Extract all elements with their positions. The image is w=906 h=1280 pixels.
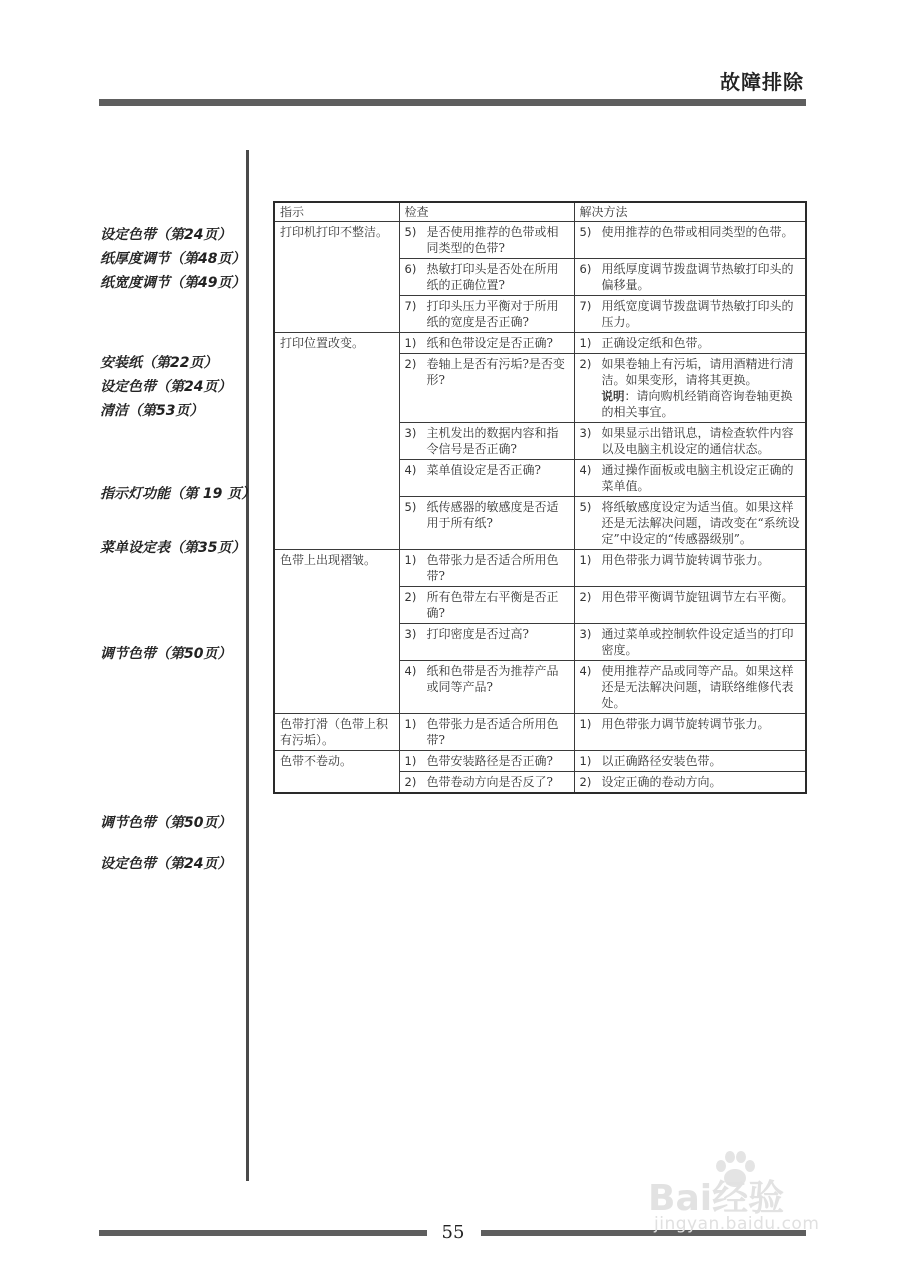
solution-cell — [574, 661, 806, 714]
check-cell — [399, 714, 574, 751]
check-cell-number: 5) — [404, 500, 417, 514]
side-ref: 安装纸（第22页） — [100, 355, 218, 371]
check-cell — [399, 333, 574, 354]
solution-cell — [574, 296, 806, 333]
solution-cell-text: 用纸厚度调节拨盘调节热敏打印头的偏移量。 — [601, 262, 794, 292]
solution-cell-text: 以正确路径安装色带。 — [601, 754, 722, 768]
check-cell-number: 2) — [404, 590, 417, 604]
check-cell-text: 主机发出的数据内容和指令信号是否正确? — [426, 426, 559, 456]
solution-cell-text: 通过操作面板或电脑主机设定正确的菜单值。 — [601, 463, 794, 493]
side-ref: 清洁（第53页） — [100, 403, 204, 419]
check-cell-number: 5) — [404, 225, 417, 239]
check-cell-number: 2) — [404, 357, 417, 371]
solution-cell-number: 1) — [579, 754, 592, 768]
side-ref: 指示灯功能（第 19 页） — [100, 486, 256, 502]
indication-cell: 打印机打印不整洁。 — [274, 222, 399, 333]
solution-cell — [574, 624, 806, 661]
solution-cell-text: 用纸宽度调节拨盘调节热敏打印头的压力。 — [601, 299, 794, 329]
check-cell-number: 3) — [404, 426, 417, 440]
check-cell-text: 色带安装路径是否正确? — [426, 754, 553, 768]
solution-cell-text: 用色带平衡调节旋钮调节左右平衡。 — [601, 590, 794, 604]
solution-cell-number: 1) — [579, 336, 592, 350]
solution-cell-text: 如果显示出错讯息，请检查软件内容以及电脑主机设定的通信状态。 — [601, 426, 794, 456]
table-row — [274, 333, 806, 354]
solution-cell-number: 3) — [579, 627, 592, 641]
solution-cell-number: 7) — [579, 299, 592, 313]
solution-cell-text: 通过菜单或控制软件设定适当的打印密度。 — [601, 627, 794, 657]
check-cell — [399, 354, 574, 423]
check-cell-number: 6) — [404, 262, 417, 276]
solution-cell — [574, 259, 806, 296]
solution-cell — [574, 333, 806, 354]
check-cell-number: 2) — [404, 775, 417, 789]
check-cell — [399, 772, 574, 794]
header-solution: 解决方法 — [574, 202, 806, 222]
check-cell — [399, 423, 574, 460]
check-cell-number: 1) — [404, 754, 417, 768]
troubleshooting-table — [273, 201, 807, 794]
solution-cell-text: 将纸敏感度设定为适当值。如果这样还是无法解决问题，请改变在“系统设定”中设定的“传感器级别”。 — [601, 500, 800, 546]
side-ref: 设定色带（第24页） — [100, 856, 232, 872]
check-cell-text: 色带张力是否适合所用色带? — [426, 717, 559, 747]
table-row — [274, 714, 806, 751]
indication-cell: 色带上出现褶皱。 — [274, 550, 399, 714]
solution-cell-number: 1) — [579, 553, 592, 567]
check-cell-number: 3) — [404, 627, 417, 641]
solution-cell-number: 5) — [579, 225, 592, 239]
solution-cell-text: 使用推荐产品或同等产品。如果这样还是无法解决问题，请联络维修代表处。 — [601, 664, 794, 710]
side-ref: 纸宽度调节（第49页） — [100, 275, 246, 291]
page-number: 55 — [441, 1222, 465, 1243]
check-cell — [399, 751, 574, 772]
header-indication: 指示 — [274, 202, 399, 222]
check-cell-number: 1) — [404, 717, 417, 731]
check-cell-text: 纸和色带是否为推荐产品或同等产品? — [426, 664, 559, 694]
side-ref: 设定色带（第24页） — [100, 227, 232, 243]
solution-cell-text: 正确设定纸和色带。 — [601, 336, 710, 350]
side-ref: 调节色带（第50页） — [100, 646, 232, 662]
solution-cell — [574, 714, 806, 751]
side-ref: 纸厚度调节（第48页） — [100, 251, 246, 267]
check-cell-number: 4) — [404, 463, 417, 477]
check-cell — [399, 587, 574, 624]
margin-divider — [246, 150, 249, 1181]
footer-rule-left — [99, 1230, 427, 1236]
table-header-row — [274, 202, 806, 222]
check-cell — [399, 624, 574, 661]
check-cell-text: 纸传感器的敏感度是否适用于所有纸? — [426, 500, 559, 530]
solution-cell — [574, 460, 806, 497]
solution-cell — [574, 751, 806, 772]
solution-cell-number: 3) — [579, 426, 592, 440]
solution-cell — [574, 222, 806, 259]
note — [602, 388, 801, 420]
check-cell — [399, 296, 574, 333]
table-row — [274, 550, 806, 587]
check-cell-number: 7) — [404, 299, 417, 313]
check-cell-text: 卷轴上是否有污垢?是否变形? — [426, 357, 565, 387]
solution-cell — [574, 550, 806, 587]
check-cell-text: 色带张力是否适合所用色带? — [426, 553, 559, 583]
solution-cell-number: 2) — [579, 357, 592, 371]
solution-cell-number: 1) — [579, 717, 592, 731]
check-cell — [399, 460, 574, 497]
header-rule — [99, 99, 806, 106]
solution-cell-number: 5) — [579, 500, 592, 514]
indication-cell: 色带打滑（色带上积有污垢）。 — [274, 714, 399, 751]
check-cell — [399, 550, 574, 587]
solution-cell-number: 2) — [579, 775, 592, 789]
solution-cell — [574, 423, 806, 460]
solution-cell — [574, 354, 806, 423]
solution-cell-number: 4) — [579, 463, 592, 477]
watermark-url: jingyan.baidu.com — [654, 1214, 820, 1234]
solution-cell-number: 4) — [579, 664, 592, 678]
check-cell-text: 菜单值设定是否正确? — [426, 463, 541, 477]
solution-cell-text: 使用推荐的色带或相同类型的色带。 — [601, 225, 794, 239]
check-cell-text: 热敏打印头是否处在所用纸的正确位置? — [426, 262, 559, 292]
indication-cell: 色带不卷动。 — [274, 751, 399, 794]
check-cell — [399, 661, 574, 714]
solution-cell-text: 如果卷轴上有污垢，请用酒精进行清洁。如果变形，请将其更换。 — [601, 357, 794, 387]
solution-cell-text: 设定正确的卷动方向。 — [601, 775, 722, 789]
check-cell — [399, 222, 574, 259]
solution-cell — [574, 772, 806, 794]
solution-cell-number: 6) — [579, 262, 592, 276]
solution-cell-text: 用色带张力调节旋转调节张力。 — [601, 553, 770, 567]
solution-cell-text: 用色带张力调节旋转调节张力。 — [601, 717, 770, 731]
check-cell-number: 1) — [404, 553, 417, 567]
side-ref: 调节色带（第50页） — [100, 815, 232, 831]
note-text: ：请向购机经销商咨询卷轴更换的相关事宜。 — [601, 389, 793, 419]
header-check: 检查 — [399, 202, 574, 222]
note-label: 说明 — [601, 389, 625, 403]
check-cell-text: 打印头压力平衡对于所用纸的宽度是否正确? — [426, 299, 559, 329]
watermark-brand: Bai经验 — [648, 1178, 785, 1219]
check-cell-text: 打印密度是否过高? — [426, 627, 529, 641]
table-body — [274, 222, 806, 794]
solution-cell — [574, 497, 806, 550]
table-row — [274, 222, 806, 259]
check-cell-number: 4) — [404, 664, 417, 678]
check-cell — [399, 259, 574, 296]
solution-cell — [574, 587, 806, 624]
check-cell-number: 1) — [404, 336, 417, 350]
page-header-title: 故障排除 — [720, 70, 804, 94]
solution-cell-number: 2) — [579, 590, 592, 604]
indication-cell: 打印位置改变。 — [274, 333, 399, 550]
check-cell — [399, 497, 574, 550]
side-ref: 菜单设定表（第35页） — [100, 540, 246, 556]
check-cell-text: 是否使用推荐的色带或相同类型的色带? — [426, 225, 559, 255]
check-cell-text: 色带卷动方向是否反了? — [426, 775, 553, 789]
check-cell-text: 纸和色带设定是否正确? — [426, 336, 553, 350]
check-cell-text: 所有色带左右平衡是否正确? — [426, 590, 559, 620]
side-ref: 设定色带（第24页） — [100, 379, 232, 395]
table-row — [274, 751, 806, 772]
watermark — [640, 1150, 870, 1250]
